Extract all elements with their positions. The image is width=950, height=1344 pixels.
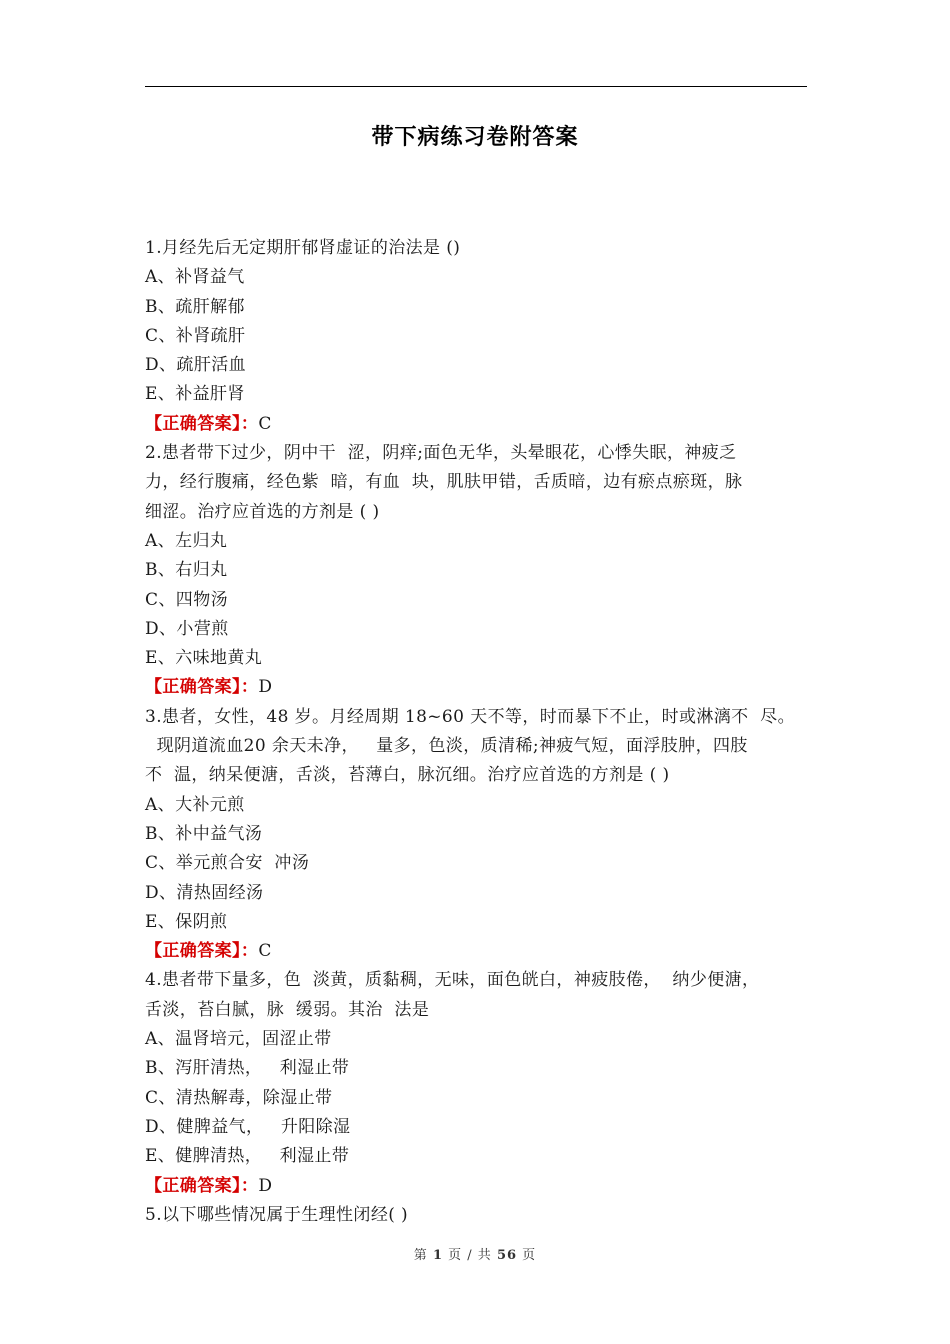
answer-label: 【正确答案】： — [145, 941, 259, 962]
question-stem: 现阴道流血20 余天未净， 量多，色淡，质清稀;神疲气短，面浮肢肿，四肢 — [145, 736, 748, 757]
correct-answer — [145, 1172, 825, 1201]
option-a: A、补肾益气 — [145, 267, 245, 288]
header-rule — [145, 86, 807, 87]
option-a: A、温肾培元，固涩止带 — [145, 1029, 332, 1050]
option-e: E、健脾清热， 利湿止带 — [145, 1146, 350, 1167]
option-d: D、疏肝活血 — [145, 355, 247, 376]
question-stem: 1.月经先后无定期肝郁肾虚证的治法是 () — [145, 238, 461, 258]
question-2 — [145, 439, 825, 703]
option-c: C、清热解毒，除湿止带 — [145, 1087, 333, 1108]
option-c: C、四物汤 — [145, 589, 229, 610]
answer-label: 【正确答案】： — [145, 1175, 259, 1196]
question-stem: 4.患者带下量多，色 淡黄，质黏稠，无味，面色㿠白，神疲肢倦， 纳少便溏， — [145, 970, 760, 991]
option-b: B、泻肝清热， 利湿止带 — [145, 1058, 350, 1079]
document-title: 带下病练习卷附答案 — [371, 125, 579, 150]
question-1 — [145, 234, 825, 439]
option-d: D、健脾益气， 升阳除湿 — [145, 1116, 351, 1137]
option-a: A、大补元煎 — [145, 794, 245, 815]
footer-suffix: 页 — [522, 1248, 537, 1263]
page-footer — [0, 1244, 950, 1263]
answer-value: D — [258, 677, 273, 698]
question-stem: 细涩。治疗应首选的方剂是 ( ) — [145, 501, 380, 522]
option-b: B、右归丸 — [145, 560, 228, 581]
footer-middle: 页 / 共 — [448, 1248, 492, 1263]
question-5 — [145, 1201, 825, 1230]
question-3 — [145, 703, 825, 967]
question-stem: 舌淡，苔白腻，脉 缓弱。其治 法是 — [145, 999, 430, 1020]
correct-answer — [145, 937, 825, 966]
option-d: D、清热固经汤 — [145, 882, 264, 903]
option-a: A、左归丸 — [145, 530, 228, 551]
option-d: D、小营煎 — [145, 618, 229, 639]
question-list — [145, 234, 825, 1230]
correct-answer — [145, 673, 825, 702]
page-number: 1 — [432, 1248, 443, 1263]
question-stem: 力，经行腹痛，经色紫 暗，有血 块，肌肤甲错，舌质暗，边有瘀点瘀斑，脉 — [145, 472, 743, 493]
question-stem: 5.以下哪些情况属于生理性闭经( ) — [145, 1204, 409, 1225]
answer-label: 【正确答案】： — [145, 413, 259, 434]
answer-value: C — [258, 941, 272, 962]
option-c: C、举元煎合安 冲汤 — [145, 853, 310, 874]
correct-answer — [145, 410, 825, 439]
question-4 — [145, 966, 825, 1200]
question-stem: 3.患者，女性，48 岁。月经周期 18~60 天不等，时而暴下不止，时或淋漓不 尽。 — [145, 706, 795, 727]
option-c: C、补肾疏肝 — [145, 325, 246, 346]
question-stem: 2.患者带下过少，阴中干 涩，阴痒;面色无华，头晕眼花，心悸失眠，神疲乏 — [145, 443, 737, 464]
option-e: E、保阴煎 — [145, 911, 228, 932]
question-stem: 不 温，纳呆便溏，舌淡，苔薄白，脉沉细。治疗应首选的方剂是 ( ) — [145, 765, 670, 786]
footer-prefix: 第 — [413, 1248, 428, 1263]
answer-value: C — [258, 413, 272, 434]
total-pages: 56 — [496, 1248, 518, 1263]
option-b: B、疏肝解郁 — [145, 296, 245, 317]
answer-value: D — [258, 1175, 273, 1196]
answer-label: 【正确答案】： — [145, 677, 259, 698]
option-e: E、六味地黄丸 — [145, 648, 263, 669]
option-e: E、补益肝肾 — [145, 384, 245, 405]
option-b: B、补中益气汤 — [145, 823, 263, 844]
